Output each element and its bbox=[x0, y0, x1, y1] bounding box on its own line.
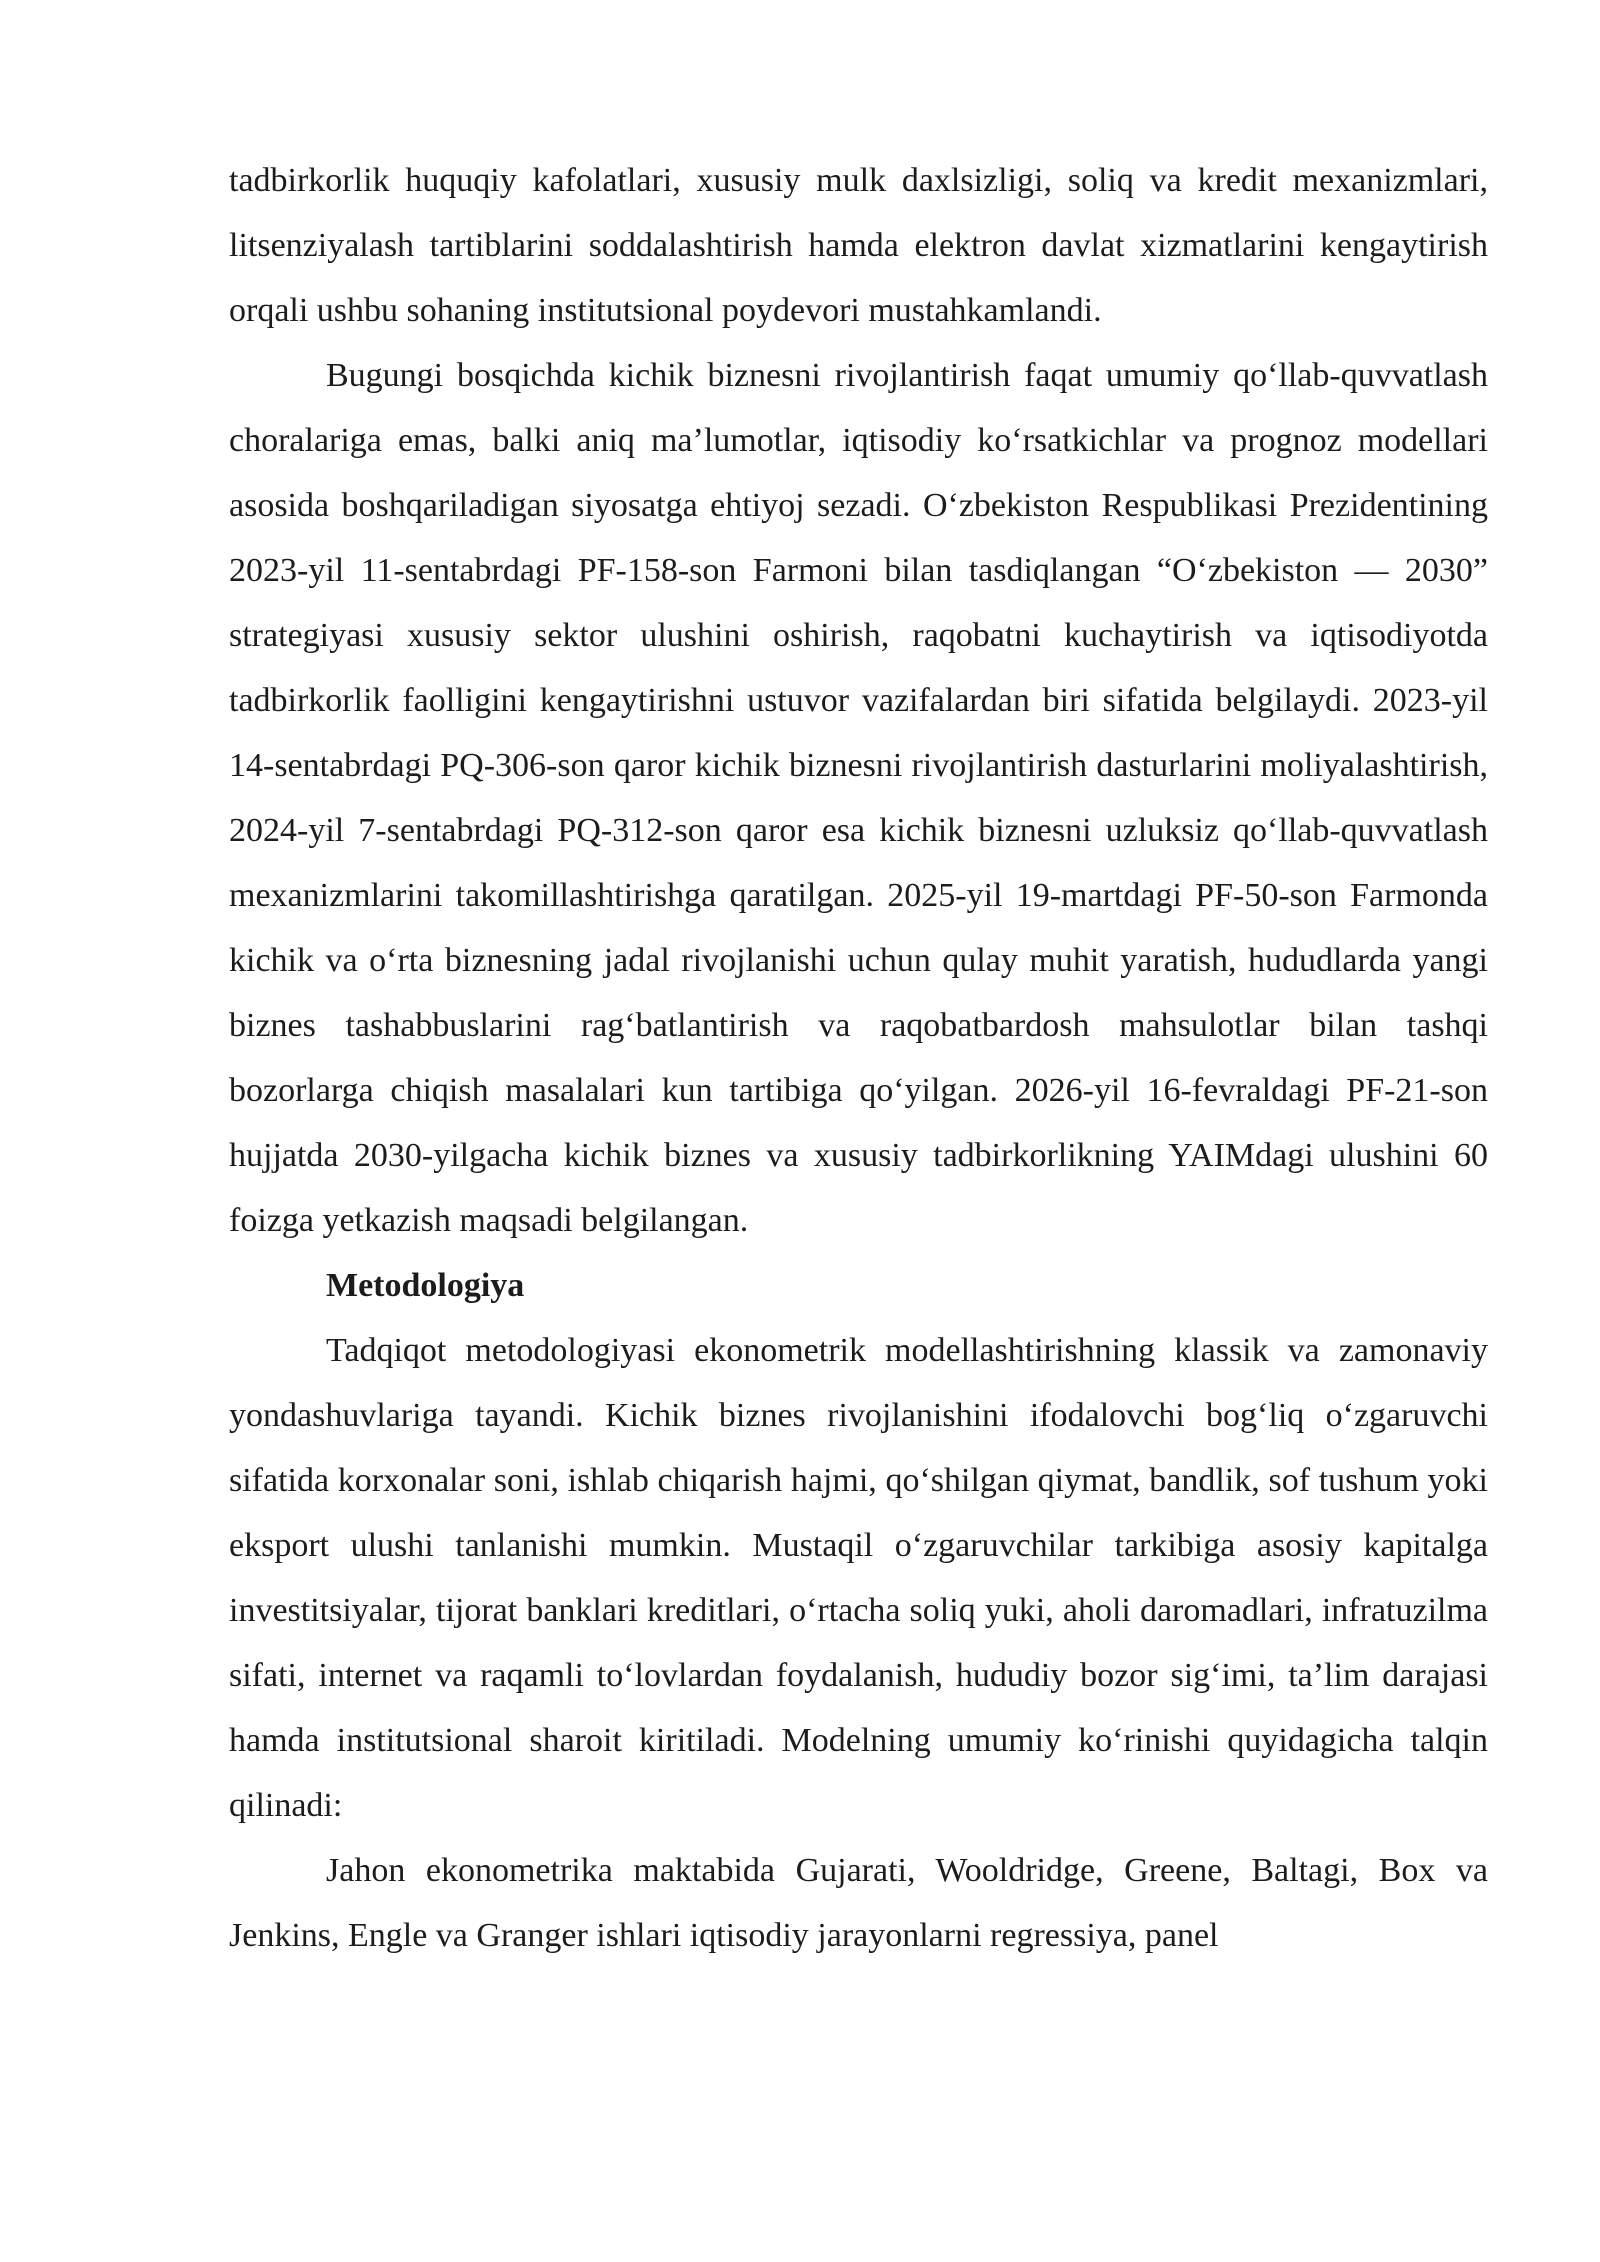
paragraph-literature: Jahon ekonometrika maktabida Gujarati, Wooldridge, Greene, Baltagi, Box va Jenkins, Engle va Granger ishlari iqtisodiy jarayonlarni regressiya, panel bbox=[229, 1852, 1488, 1954]
paragraph-policy: Bugungi bosqichda kichik biznesni rivojlantirish faqat umumiy qo‘llab-quvvatlash choralariga emas, balki aniq ma’lumotlar, iqtisodiy ko‘rsatkichlar va prognoz modellari asosida boshqariladigan siyosatga ehtiyoj sezadi. O‘zbekiston Respublikasi Prezidentining 2023-yil 11-sentabrdagi PF-158-son Farmoni bilan tasdiqlangan “O‘zbekiston — 2030” strategiyasi xususiy sektor ulushini oshirish, raqobatni kuchaytirish va iqtisodiyotda tadbirkorlik faolligini kengaytirishni ustuvor vazifalardan biri sifatida belgilaydi. 2023-yil 14-sentabrdagi PQ-306-son qaror kichik biznesni rivojlantirish dasturlarini moliyalashtirish, 2024-yil 7-sentabrdagi PQ-312-son qaror esa kichik biznesni uzluksiz qo‘llab-quvvatlash mexanizmlarini takomillashtirishga qaratilgan. 2025-yil 19-martdagi PF-50-son Farmonda kichik va o‘rta biznesning jadal rivojlanishi uchun qulay muhit yaratish, hududlarda yangi biznes tashabbuslarini rag‘batlantirish va raqobatbardosh mahsulotlar bilan tashqi bozorlarga chiqish masalalari kun tartibiga qo‘yilgan. 2026-yil 16-fevraldagi PF-21-son hujjatda 2030-yilgacha kichik biznes va xususiy tadbirkorlikning YAIMdagi ulushini 60 foizga yetkazish maqsadi belgilangan. bbox=[229, 357, 1488, 1239]
paragraph-continued: tadbirkorlik huquqiy kafolatlari, xususiy mulk daxlsizligi, soliq va kredit mexanizmlari, litsenziyalash tartiblarini soddalashtirish hamda elektron davlat xizmatlarini kengaytirish orqali ushbu sohaning institutsional poydevori mustahkamlandi. bbox=[229, 162, 1488, 329]
section-heading: Metodologiya bbox=[326, 1267, 525, 1304]
document-page bbox=[229, 148, 1488, 1968]
paragraph-methodology: Tadqiqot metodologiyasi ekonometrik modellashtirishning klassik va zamonaviy yondashuvlariga tayandi. Kichik biznes rivojlanishini ifodalovchi bog‘liq o‘zgaruvchi sifatida korxonalar soni, ishlab chiqarish hajmi, qo‘shilgan qiymat, bandlik, sof tushum yoki eksport ulushi tanlanishi mumkin. Mustaqil o‘zgaruvchilar tarkibiga asosiy kapitalga investitsiyalar, tijorat banklari kreditlari, o‘rtacha soliq yuki, aholi daromadlari, infratuzilma sifati, internet va raqamli to‘lovlardan foydalanish, hududiy bozor sig‘imi, ta’lim darajasi hamda institutsional sharoit kiritiladi. Modelning umumiy ko‘rinishi quyidagicha talqin qilinadi: bbox=[229, 1332, 1488, 1824]
